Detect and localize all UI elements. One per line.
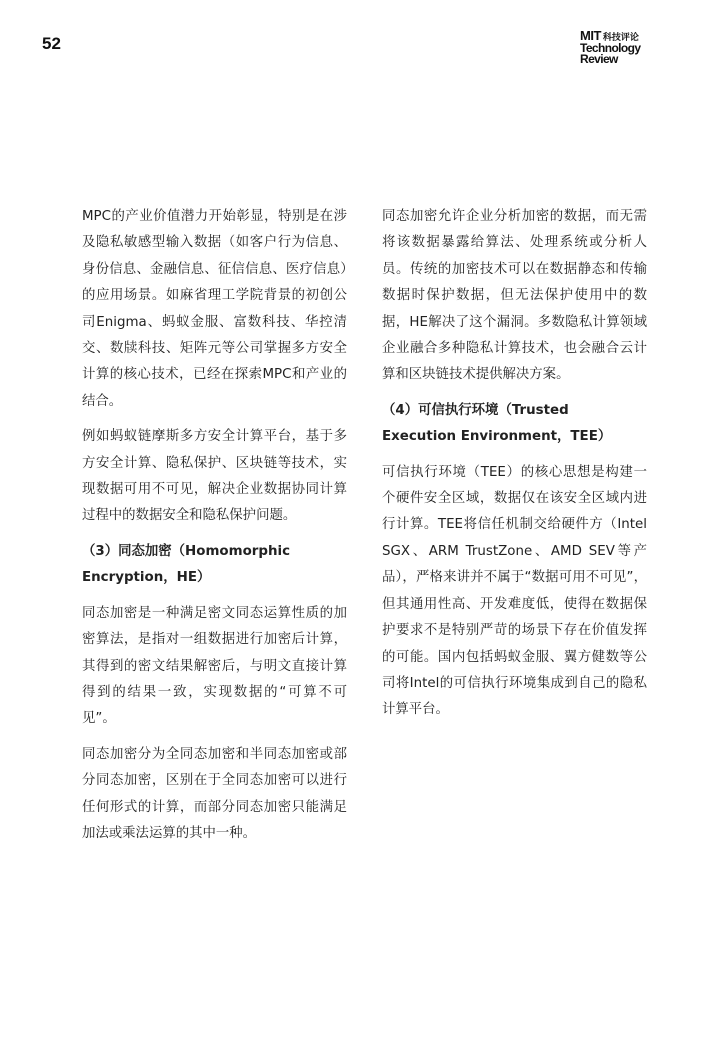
logo-technology: Technology: [580, 41, 641, 55]
heading-tee: （4）可信执行环境（Trusted Execution Environment，TEE）: [382, 402, 612, 445]
paragraph-he-definition: 同态加密是一种满足密文同态运算性质的加密算法，是指对一组数据进行加密后计算，其得到的密文结果解密后，与明文直接计算得到的结果一致，实现数据的“可算不可见”。: [82, 605, 347, 727]
logo-mit: MIT: [580, 28, 601, 43]
paragraph-tee-definition: 可信执行环境（TEE）的核心思想是构建一个硬件安全区域，数据仅在该安全区域内进行计算。TEE将信任机制交给硬件方（Intel SGX、ARM TrustZone、AMD SEV等产品），严格来讲并不属于“数据可用不可见”，但其通用性高、开发难度低，使得在数据保护要求不是特别严苛的场景下存在价值发挥的可能。国内包括蚂蚁金服、翼方健数等公司将Intel的可信执行环境集成到自己的隐私计算平台。: [382, 464, 647, 718]
paragraph-mpc-value: MPC的产业价值潜力开始彰显，特别是在涉及隐私敏感型输入数据（如客户行为信息、身份信息、金融信息、征信信息、医疗信息）的应用场景。如麻省理工学院背景的初创公司Enigma、蚂蚁金服、富数科技、华控清交、数牍科技、矩阵元等公司掌握多方安全计算的核心技术，已经在探索MPC和产业的结合。: [82, 209, 347, 409]
logo-cn: 科技评论: [602, 32, 639, 42]
paragraph-he-usage: 同态加密允许企业分析加密的数据，而无需将该数据暴露给算法、处理系统或分析人员。传统的加密技术可以在数据静态和传输数据时保护数据，但无法保护使用中的数据，HE解决了这个漏洞。多数隐私计算领域企业融合多种隐私计算技术，也会融合云计算和区块链技术提供解决方案。: [382, 209, 647, 383]
paragraph-morse-platform: 例如蚂蚁链摩斯多方安全计算平台，基于多方安全计算、隐私保护、区块链等技术，实现数据可用不可见，解决企业数据协同计算过程中的数据安全和隐私保护问题。: [82, 429, 347, 524]
mit-technology-review-logo: [580, 30, 680, 65]
logo-review: Review: [580, 52, 618, 66]
page-number: 52: [42, 34, 61, 53]
right-column: [382, 204, 647, 733]
paragraph-he-types: 同态加密分为全同态加密和半同态加密或部分同态加密，区别在于全同态加密可以进行任何形式的计算，而部分同态加密只能满足加法或乘法运算的其中一种。: [82, 746, 347, 841]
heading-homomorphic-encryption: （3）同态加密（Homomorphic Encryption，HE）: [82, 543, 291, 586]
left-column: [82, 204, 347, 856]
